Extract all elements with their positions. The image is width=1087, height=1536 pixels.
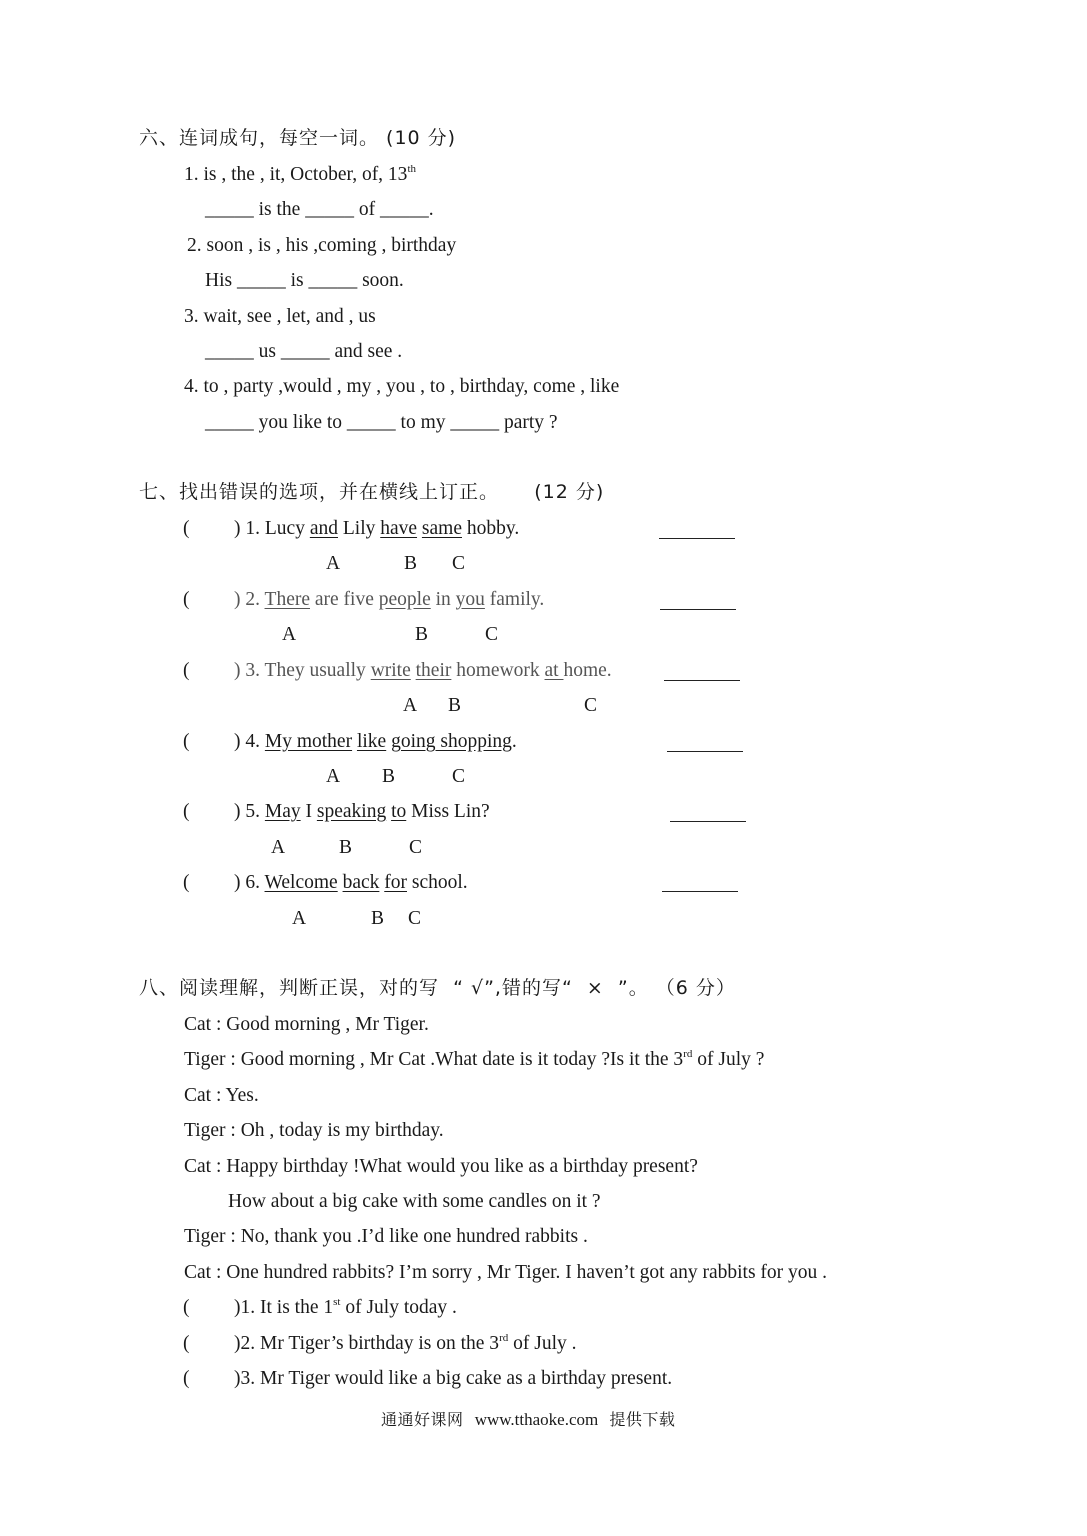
s7-item-3-paren: ( (183, 660, 190, 681)
s7-item-2-answer-line (660, 609, 736, 610)
s6-q1-words: 1. is , the , it, October, of, 13th (184, 163, 416, 185)
s6-q4-words: 4. to , party ,would , my , you , to , birthday, come , like (184, 376, 620, 397)
s6-q3-words: 3. wait, see , let, and , us (184, 306, 376, 327)
section-6-heading: 六、连词成句，每空一词。 (10 分) (139, 127, 457, 149)
s7-item-6-letter-c: C (408, 908, 422, 929)
s6-q3-blank-line: _____ us _____ and see . (205, 341, 403, 362)
s7-item-4-letter-a: A (326, 766, 341, 787)
footer-site-name: 通通好课网 (381, 1410, 464, 1429)
dialogue-line-5: Cat : Happy birthday !What would you like as a birthday present? (184, 1156, 698, 1177)
s7-item-2-letter-c: C (485, 624, 499, 645)
s8-q3-paren: ( (183, 1368, 190, 1389)
s7-item-4-paren: ( (183, 731, 190, 752)
s7-item-4-sentence: ) 4. My mother like going shopping. (234, 731, 517, 752)
s7-item-4-letter-b: B (382, 766, 396, 787)
s7-item-1-sentence: ) 1. Lucy and Lily have same hobby. (234, 518, 520, 539)
section-7-heading: 七、找出错误的选项，并在横线上订正。 (12 分) (139, 481, 605, 503)
s7-item-1-letter-c: C (452, 553, 466, 574)
s7-item-5-sentence: ) 5. May I speaking to Miss Lin? (234, 801, 490, 822)
dialogue-line-2: Tiger : Good morning , Mr Cat .What date is it today ?Is it the 3rd of July ? (184, 1048, 765, 1070)
s7-item-1-letter-a: A (326, 553, 341, 574)
s7-item-4-answer-line (667, 751, 743, 752)
section-8-heading: 八、阅读理解，判断正误，对的写 “ √”,错的写“ × ”。 （6 分） (139, 977, 736, 999)
s7-item-3-letter-b: B (448, 695, 462, 716)
s6-q2-blank-line: His _____ is _____ soon. (205, 270, 404, 291)
s7-item-2-sentence: ) 2. There are five people in you family. (234, 589, 545, 610)
s7-item-3-sentence: ) 3. They usually write their homework at home. (234, 660, 612, 681)
s7-item-1-paren: ( (183, 518, 190, 539)
footer-download-text: 提供下载 (609, 1410, 676, 1429)
s6-q2-words: 2. soon , is , his ,coming , birthday (187, 235, 457, 256)
s7-item-3-letter-a: A (403, 695, 418, 716)
dialogue-line-8: Cat : One hundred rabbits? I’m sorry , Mr Tiger. I haven’t got any rabbits for you . (184, 1262, 828, 1283)
s7-item-2-letter-a: A (282, 624, 297, 645)
s7-item-5-letter-c: C (409, 837, 423, 858)
s7-item-6-paren: ( (183, 872, 190, 893)
s8-question-2: )2. Mr Tiger’s birthday is on the 3rd of July . (234, 1332, 577, 1354)
s7-item-5-letter-a: A (271, 837, 286, 858)
s7-item-3-answer-line (664, 680, 740, 681)
s6-q4-blank-line: _____ you like to _____ to my _____ party ? (205, 412, 558, 433)
s8-question-1: )1. It is the 1st of July today . (234, 1296, 457, 1318)
s7-item-5-paren: ( (183, 801, 190, 822)
s7-item-6-letter-b: B (371, 908, 385, 929)
s7-item-4-letter-c: C (452, 766, 466, 787)
s6-q1-blank-line: _____ is the _____ of _____. (205, 199, 434, 220)
s7-item-5-letter-b: B (339, 837, 353, 858)
footer-url: www.tthaoke.com (474, 1410, 599, 1429)
s8-q1-paren: ( (183, 1297, 190, 1318)
s7-item-3-letter-c: C (584, 695, 598, 716)
dialogue-line-1: Cat : Good morning , Mr Tiger. (184, 1014, 429, 1035)
dialogue-line-4: Tiger : Oh , today is my birthday. (184, 1120, 444, 1141)
s7-item-1-answer-line (659, 538, 735, 539)
footer (381, 1411, 675, 1428)
dialogue-line-7: Tiger : No, thank you .I’d like one hundred rabbits . (184, 1226, 588, 1247)
s8-q2-paren: ( (183, 1333, 190, 1354)
s7-item-6-letter-a: A (292, 908, 307, 929)
s7-item-5-answer-line (670, 821, 746, 822)
s8-question-3: )3. Mr Tiger would like a big cake as a birthday present. (234, 1368, 673, 1389)
s7-item-1-letter-b: B (404, 553, 418, 574)
s7-item-2-paren: ( (183, 589, 190, 610)
s7-item-2-letter-b: B (415, 624, 429, 645)
dialogue-line-3: Cat : Yes. (184, 1085, 259, 1106)
s7-item-6-sentence: ) 6. Welcome back for school. (234, 872, 468, 893)
s7-item-6-answer-line (662, 891, 738, 892)
dialogue-line-6: How about a big cake with some candles on it ? (228, 1191, 601, 1212)
